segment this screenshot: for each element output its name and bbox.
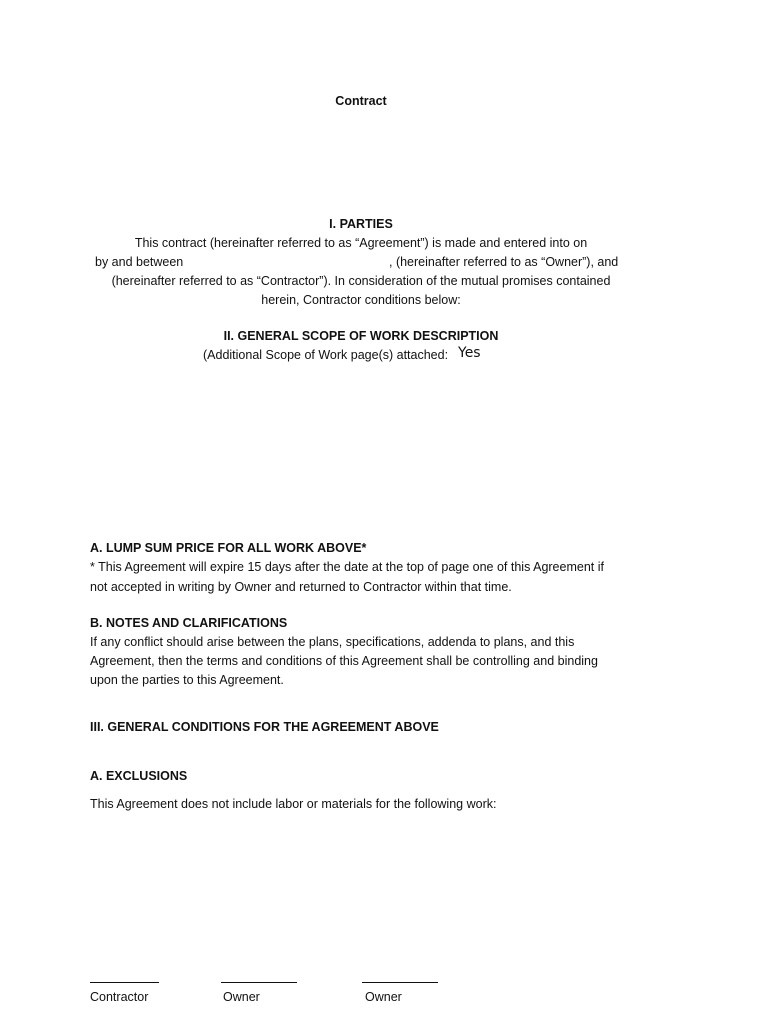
- contractor-signature-line[interactable]: [90, 982, 159, 983]
- parties-line-2a: by and between: [95, 255, 184, 269]
- notes-line-2: Agreement, then the terms and conditions of this Agreement shall be controlling and binding: [90, 654, 598, 668]
- parties-heading: I. PARTIES: [329, 217, 393, 231]
- lump-sum-heading: A. LUMP SUM PRICE FOR ALL WORK ABOVE*: [90, 541, 367, 555]
- scope-heading: II. GENERAL SCOPE OF WORK DESCRIPTION: [223, 329, 499, 343]
- parties-line-3: (hereinafter referred to as “Contractor”). In consideration of the mutual promises contained: [111, 274, 611, 288]
- lump-sum-line-1: * This Agreement will expire 15 days after the date at the top of page one of this Agreement if: [90, 560, 604, 574]
- parties-line-1: This contract (hereinafter referred to as “Agreement”) is made and entered into on: [134, 236, 588, 250]
- owner-2-signature-label: Owner: [365, 990, 402, 1004]
- general-conditions-heading: III. GENERAL CONDITIONS FOR THE AGREEMENT ABOVE: [90, 720, 439, 734]
- notes-heading: B. NOTES AND CLARIFICATIONS: [90, 616, 288, 630]
- notes-line-1: If any conflict should arise between the plans, specifications, addenda to plans, and this: [90, 635, 575, 649]
- owner-1-signature-label: Owner: [223, 990, 260, 1004]
- scope-additional-value[interactable]: Yes: [458, 345, 481, 361]
- lump-sum-line-2: not accepted in writing by Owner and returned to Contractor within that time.: [90, 580, 512, 594]
- exclusions-heading: A. EXCLUSIONS: [90, 769, 188, 783]
- document-title: Contract: [335, 94, 387, 108]
- parties-line-4: herein, Contractor conditions below:: [261, 293, 461, 307]
- exclusions-line-1: This Agreement does not include labor or materials for the following work:: [90, 797, 497, 811]
- parties-line-2b: , (hereinafter referred to as “Owner”), and: [389, 255, 619, 269]
- scope-additional-label: (Additional Scope of Work page(s) attached:: [203, 348, 449, 362]
- contractor-signature-label: Contractor: [90, 990, 149, 1004]
- owner-1-signature-line[interactable]: [221, 982, 297, 983]
- notes-line-3: upon the parties to this Agreement.: [90, 673, 284, 687]
- owner-2-signature-line[interactable]: [362, 982, 438, 983]
